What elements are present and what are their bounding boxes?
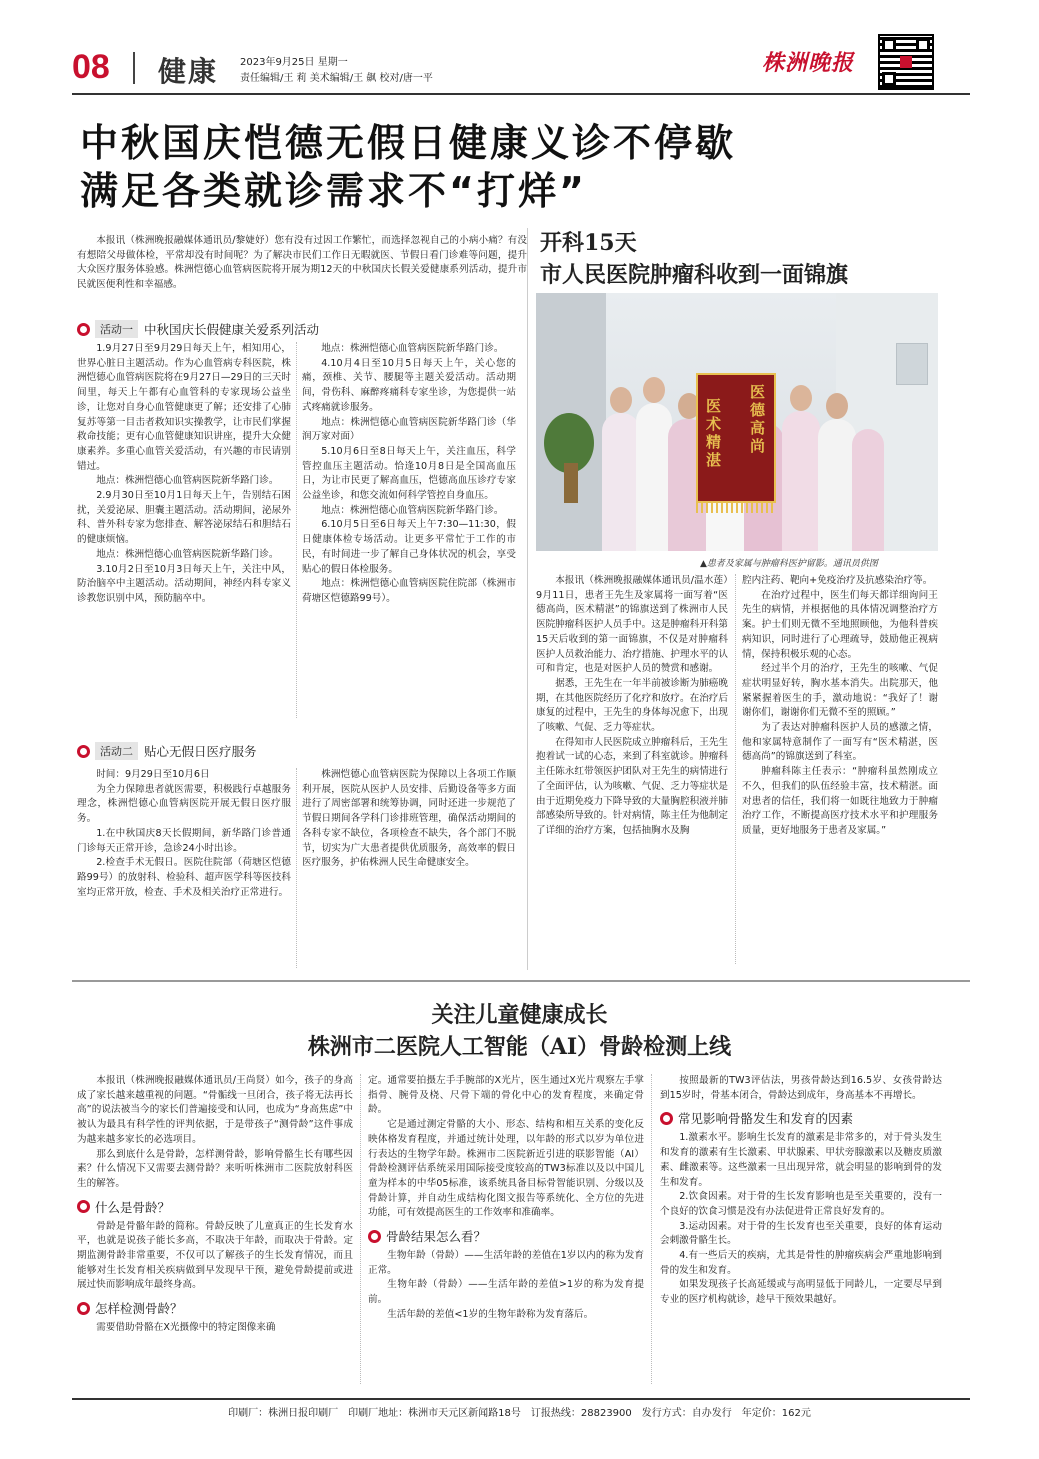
paragraph: 地点：株洲恺德心血管病医院新华路门诊（华润万家对面） xyxy=(302,416,516,443)
section1-title: 中秋国庆长假健康关爱系列活动 xyxy=(144,322,320,337)
main-title-line2: 满足各类就诊需求不“打烊” xyxy=(80,169,587,213)
paragraph: 生物年龄（骨龄）——生活年龄的差值>1岁的称为发育提前。 xyxy=(368,1279,644,1306)
bottom-sub4-heading xyxy=(660,1109,942,1127)
circle-bullet-icon xyxy=(77,745,90,758)
side-col1 xyxy=(536,574,728,964)
circle-bullet-icon xyxy=(77,323,90,336)
paragraph: 1.激素水平。影响生长发育的激素是非常多的，对于骨头发生和发育的激素有生长激素、甲状腺素、甲状旁腺激素以及糖皮质激素、雌激素等。这些激素一旦出现异常，就会明显的影响到骨的发生和发育。 xyxy=(660,1132,942,1188)
paragraph: 1.在中秋国庆8天长假期间，新华路门诊普通门诊每天正常开诊，急诊24小时出诊。 xyxy=(77,827,291,854)
side-title-line1: 开科15天 xyxy=(540,230,637,256)
bottom-col2 xyxy=(368,1074,644,1384)
paragraph: 需要借助骨骼在X光摄像中的特定图像来确 xyxy=(96,1322,276,1334)
paragraph: 在治疗过程中，医生们每天都详细询问王先生的病情，并根据他的具体情况调整治疗方案。护士们则无微不至地照顾他，为他科普疾病知识，同时进行了心理疏导，鼓励他正视病情，保持积极乐观的心态。 xyxy=(742,589,938,660)
paragraph: 地点：株洲恺德心血管病医院新华路门诊。 xyxy=(96,475,279,487)
column-divider xyxy=(735,574,736,964)
paragraph: 6.10月5日至6日每天上午7:30—11:30，假日健康体检专场活动。让更多平常忙于工作的市民，有时间进一步了解自己身体状况的机会，享受贴心的假日体检服务。 xyxy=(302,519,516,575)
bottom-title-line2: 株洲市二医院人工智能（AI）骨龄检测上线 xyxy=(307,1034,732,1060)
main-title-line1: 中秋国庆恺德无假日健康义诊不停歇 xyxy=(80,121,737,165)
paragraph: 骨龄是骨骼年龄的简称。骨龄反映了儿童真正的生长发育水平，也就是说孩子能长多高，不取决于年龄，而取决于骨龄。定期监测骨龄非常重要，不仅可以了解孩子的生长发育情况，而且能够对生长发育相关疾病做到早发现早干预，避免骨龄提前或进展过快而影响成年最终身高。 xyxy=(77,1220,353,1291)
paragraph: 2.9月30日至10月1日每天上午，告别结石困扰，关爱泌尿、胆囊主题活动。活动期间，泌尿外科、普外科专家为您排查、解答泌尿结石和胆结石的健康烦恼。 xyxy=(77,490,291,546)
section-separator xyxy=(72,980,970,982)
circle-bullet-icon xyxy=(77,1200,90,1213)
paragraph: 2.饮食因素。对于骨的生长发育影响也是至关重要的，没有一个良好的饮食习惯是没有办法促进骨正常良好发育的。 xyxy=(660,1191,942,1217)
side-col2 xyxy=(742,574,938,964)
bottom-sub4-title: 常见影响骨骼发生和发育的因素 xyxy=(678,1111,854,1127)
group-photo xyxy=(536,293,938,551)
column-divider xyxy=(296,342,297,718)
bottom-sub1-heading xyxy=(77,1198,353,1216)
paragraph: 地点：株洲恺德心血管病医院新华路门诊。 xyxy=(321,343,504,354)
column-divider xyxy=(360,1074,361,1384)
paragraph: 本报讯（株洲晚报融媒体通讯员/温水莲）9月11日，患者王先生及家属将一面写着“医德高尚，医术精湛”的锦旗送到了株洲市人民医院肿瘤科医护人员手中。这是肿瘤科开科第15天后收到的第一面锦旗，不仅是对肿瘤科医护人员救治能力、治疗措施、护理水平的认可和肯定，也是对医护人员的赞赏和感谢。 xyxy=(536,575,728,675)
banner-text-left: 医术精湛 xyxy=(706,397,722,469)
paragraph: 地点：株洲恺德心血管病医院住院部（株洲市荷塘区恺德路99号）。 xyxy=(302,578,516,604)
bottom-sub2-heading xyxy=(77,1299,353,1317)
footer-text: 印刷厂：株洲日报印刷厂 印刷厂地址：株洲市天元区新闻路18号 订报热线：28823900 发行方式：自办发行 年定价：162元 xyxy=(228,1408,811,1419)
paragraph: 地点：株洲恺德心血管病医院新华路门诊。 xyxy=(96,548,279,560)
footer-rule xyxy=(72,1398,970,1400)
newspaper-logo: 株洲晚报 xyxy=(762,50,855,76)
paragraph: 2.检查手术无假日。医院住院部（荷塘区恺德路99号）的放射科、检验科、超声医学科等医技科室均正常开放，检查、手术及相关治疗正常进行。 xyxy=(77,857,291,898)
paragraph: 按照最新的TW3评估法，男孩骨龄达到16.5岁、女孩骨龄达到15岁时，骨基本闭合，骨龄达到成年，身高基本不再增长。 xyxy=(660,1075,942,1101)
section1-col2 xyxy=(302,342,516,718)
paragraph: 3.运动因素。对于骨的生长发育也至关重要，良好的体育运动会刺激骨骼生长。 xyxy=(660,1220,942,1247)
photo-caption: ▲患者及家属与肿瘤科医护留影。通讯员供图 xyxy=(700,559,878,569)
paragraph: 肿瘤科陈主任表示：“肿瘤科虽然刚成立不久，但我们的队伍经验丰富，技术精湛。面对患者的信任，我们将一如既往地致力于肿瘤治疗工作，不断提高医疗技术水平和护理服务质量，更好地服务于患者及家属。” xyxy=(742,766,938,836)
bottom-sub3-heading xyxy=(368,1227,644,1245)
paragraph: 为了表达对肿瘤科医护人员的感激之情，他和家属特意制作了一面写有“医术精湛，医德高尚”的锦旗送到了科室。 xyxy=(742,722,938,763)
paragraph: 据悉，王先生在一年半前被诊断为肺癌晚期，在其他医院经历了化疗和放疗。在治疗后康复的过程中，王先生的身体每况愈下，出现了咳嗽、气促、乏力等症状。 xyxy=(536,677,728,734)
bottom-sub1-title: 什么是骨龄？ xyxy=(95,1199,171,1215)
paragraph: 本报讯（株洲晚报融媒体通讯员/王尚贤）如今，孩子的身高成了家长越来越重视的问题。“骨骺线一旦闭合，孩子将无法再长高”的说法被当今的家长们普遍接受和认同，也成为“身高焦虑”中被认为最具有科学性的评判依据，于是带孩子“测骨龄”这件事成为越来越多家长的必选项目。 xyxy=(77,1075,353,1145)
circle-bullet-icon xyxy=(368,1230,381,1243)
section1-heading xyxy=(77,320,319,338)
bottom-col3 xyxy=(660,1074,942,1384)
header-date: 2023年9月25日 星期一 xyxy=(240,57,348,68)
paragraph: 株洲恺德心血管病医院为保障以上各项工作顺利开展，医院从医护人员安排、后勤设备等多方面进行了周密部署和统筹协调，同时还进一步规范了节假日期间各学科门诊排班管理，确保活动期间的各科专家不缺位，各项检查不缺失，各个部门不脱节，切实为广大患者提供优质服务，高效率的假日医疗服务，护佑株洲人民生命健康安全。 xyxy=(302,769,516,869)
paragraph: 那么到底什么是骨龄，怎样测骨龄，影响骨骼生长有哪些因素？什么情况下又需要去测骨龄？来听听株洲市二医院放射科医生的解答。 xyxy=(77,1148,353,1189)
paragraph: 4.有一些后天的疾病，尤其是骨性的肿瘤疾病会严重地影响到骨的发生和发育。 xyxy=(660,1250,942,1276)
header-rule xyxy=(72,93,970,95)
paragraph: 定。通常要拍摄左手手腕部的X光片，医生通过X光片观察左手掌指骨、腕骨及桡、尺骨下端的骨化中心的发育程度，来确定骨龄。 xyxy=(368,1075,644,1116)
paragraph: 时间：9月29日至10月6日 xyxy=(96,769,210,780)
banner-text-right: 医德高尚 xyxy=(750,383,766,455)
main-lead xyxy=(77,234,527,314)
header-editors: 责任编辑/王 莉 美术编辑/王 飙 校对/唐一平 xyxy=(240,73,433,84)
paragraph: 在得知市人民医院成立肿瘤科后，王先生抱着试一试的心态，来到了科室就诊。肿瘤科主任陈永红带领医护团队对王先生的病情进行了全面评估，认为咳嗽、气促、乏力等症状是由于近期免疫力下降导致的大量胸腔积液并肺部感染所导致的。针对病情，陈主任为他制定了详细的治疗方案，包括抽胸水及胸 xyxy=(536,736,728,836)
side-title-line2: 市人民医院肿瘤科收到一面锦旗 xyxy=(540,262,849,288)
paragraph: 3.10月2日至10月3日每天上午，关注中风，防治脑卒中主题活动。活动期间，神经内科专家义诊教您识别中风，预防脑卒中。 xyxy=(77,563,291,604)
header-divider xyxy=(133,52,135,84)
section1-tag: 活动一 xyxy=(95,320,138,338)
section2-heading xyxy=(77,742,257,760)
column-divider xyxy=(296,768,297,968)
paragraph: 为全力保障患者就医需要，积极践行卓越服务理念，株洲恺德心血管病医院开展无假日医疗服务。 xyxy=(77,783,291,825)
paragraph: 生物年龄（骨龄）——生活年龄的差值在1岁以内的称为发育正常。 xyxy=(368,1250,644,1276)
section2-tag: 活动二 xyxy=(95,742,138,760)
column-divider xyxy=(651,1074,652,1384)
paragraph: 经过半个月的治疗，王先生的咳嗽、气促症状明显好转，胸水基本消失。出院那天，他紧紧握着医生的手，激动地说：“我好了！谢谢你们，谢谢你们无微不至的照顾。” xyxy=(742,663,938,719)
bottom-col1 xyxy=(77,1074,353,1384)
section2-title: 贴心无假日医疗服务 xyxy=(144,744,257,759)
section-name: 健康 xyxy=(158,55,219,88)
page-number: 08 xyxy=(72,48,110,86)
pennant-banner xyxy=(696,373,776,503)
bottom-sub3-title: 骨龄结果怎么看？ xyxy=(386,1229,487,1245)
circle-bullet-icon xyxy=(660,1112,673,1125)
paragraph: 腔内注药、靶向+免疫治疗及抗感染治疗等。 xyxy=(742,575,933,586)
main-lead-text: 本报讯（株洲晚报融媒体通讯员/黎婕妤）您有没有过因工作繁忙，而选择忽视自己的小病小痛？有没有想陪父母做体检，平常却没有时间呢？为了解决市民们工作日无暇就医、节假日看门诊难等问题，提升大众医疗服务体验感。株洲恺德心血管病医院将开展为期12天的中秋国庆长假关爱健康系列活动，提升市民就医便利性和幸福感。 xyxy=(77,235,527,291)
paragraph: 地点：株洲恺德心血管病医院新华路门诊。 xyxy=(321,504,504,516)
circle-bullet-icon xyxy=(77,1302,90,1315)
bottom-sub2-title: 怎样检测骨龄？ xyxy=(95,1301,183,1317)
qr-code xyxy=(880,36,932,88)
paragraph: 4.10月4日至10月5日每天上午，关心您的痛，颈椎、关节、腰腿等主题关爱活动。活动期间，骨伤科、麻醉疼痛科专家坐诊，为您提供一站式疼痛就诊服务。 xyxy=(302,357,516,413)
section1-col1 xyxy=(77,342,291,718)
paragraph: 1.9月27日至9月29日每天上午，相知用心，世界心脏日主题活动。作为心血管病专科医院，株洲恺德心血管病医院将在9月27日—29日的三天时间里，每天上午都有心血管科的专家现场公益坐诊，让您对自身心血管健康更了解；还安排了心肺复苏等第一目击者救知识实操教学，让市民们掌握救命技能；更有心血管健康知识讲座，提升大众健康素养。多重心血管关爱活动，有兴趣的市民请别错过。 xyxy=(77,343,291,472)
section2-col1 xyxy=(77,768,291,968)
paragraph: 5.10月6日至8日每天上午，关注血压，科学管控血压主题活动。恰逢10月8日是全国高血压日，为让市民更了解高血压，恺德高血压诊疗专家公益坐诊，和您交流如何科学管控自身血压。 xyxy=(302,445,516,502)
article-divider xyxy=(527,228,528,970)
paragraph: 它是通过测定骨骼的大小、形态、结构和相互关系的变化反映体格发育程度，并通过统计处理，以年龄的形式以岁为单位进行表达的生物学年龄。株洲市二医院新近引进的联影智能（AI）骨龄检测评估系统采用国际接受度较高的TW3标准以及以中国儿童为样本的中华05标准，该系统具备目标骨智能识别、分级以及骨龄计算，并自动生成结构化图文报告等系统化、全方位的先进功能，可有效提高医生的工作效率和准确率。 xyxy=(368,1119,644,1219)
paragraph: 生活年龄的差值<1岁的生物年龄称为发育落后。 xyxy=(387,1308,594,1320)
paragraph: 如果发现孩子长高延缓或与高明显低于同龄儿，一定要尽早到专业的医疗机构就诊，趁早干预效果越好。 xyxy=(660,1279,942,1306)
bottom-title-line1: 关注儿童健康成长 xyxy=(431,1002,608,1028)
section2-col2 xyxy=(302,768,516,968)
